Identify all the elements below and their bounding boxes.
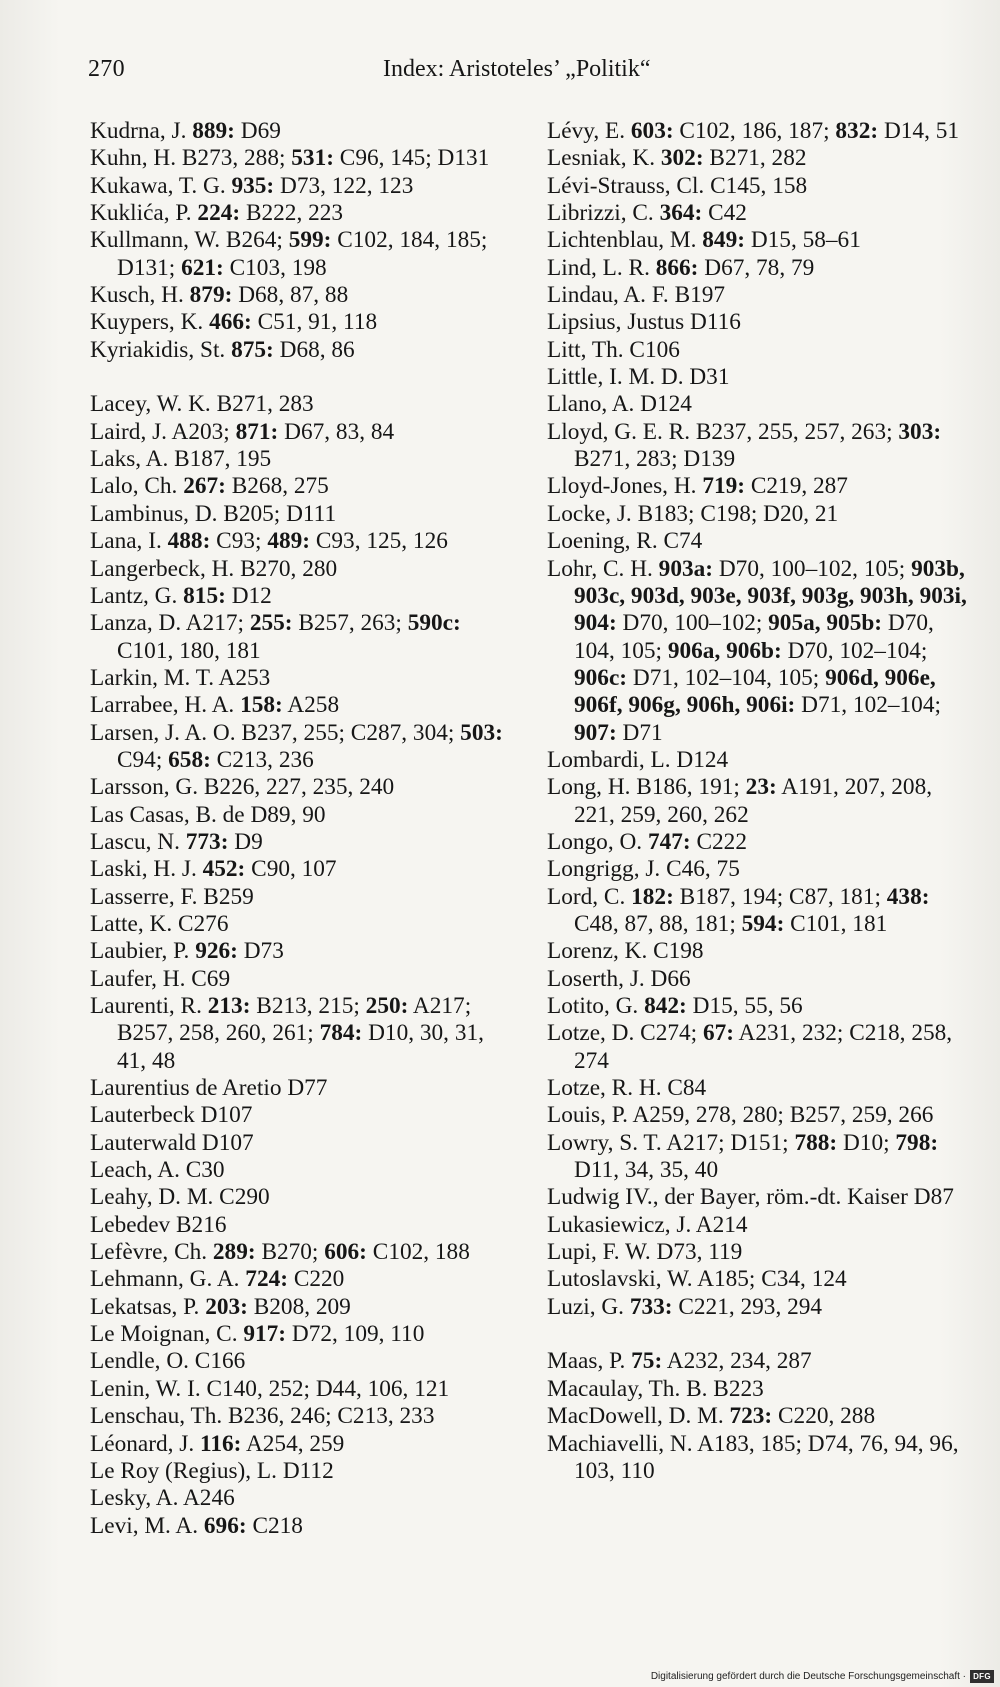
index-entry [90,1458,510,1485]
index-entry [547,747,967,774]
entry-text: MacDowell, D. M. [547,1403,730,1430]
index-entry [547,145,967,172]
entry-reference-number: 696: [203,1512,247,1539]
index-entry [547,1075,967,1102]
entry-text: Lipsius, Justus D116 [547,309,741,336]
entry-text: A231, 232; C218, 258, 274 [574,1020,953,1074]
entry-text: Larsen, J. A. O. B237, 255; C287, 304; [90,719,461,746]
footer-text: Digitalisierung gefördert durch die Deutsche Forschungsgemeinschaft · [650,1671,966,1682]
index-entry [90,1485,510,1512]
index-entry [90,309,510,336]
entry-text: Lindau, A. F. B197 [547,282,726,309]
entry-reference-number: 733: [629,1293,673,1320]
running-title: Index: Aristoteles’ „Politik“ [383,56,651,82]
entry-text: Lorenz, K. C198 [547,938,704,965]
entry-text: C221, 293, 294 [672,1293,823,1320]
entry-text: C220 [288,1266,345,1293]
entry-text: Little, I. M. D. D31 [547,364,730,391]
entry-text: Litt, Th. C106 [547,336,680,363]
entry-reference-number: 75: [631,1348,663,1375]
entry-text: D10; [837,1129,896,1156]
entry-text: C220, 288 [772,1403,876,1430]
entry-reference-number: 784: [319,1020,363,1047]
entry-text: Lupi, F. W. D73, 119 [547,1239,743,1266]
entry-text: Lendle, O. C166 [90,1348,246,1375]
index-entry [90,583,510,610]
entry-text: Laurenti, R. [90,993,208,1019]
entry-text: Kuklića, P. [90,200,198,227]
entry-text: Laurentius de Aretio D77 [90,1075,328,1102]
index-entry [90,1431,510,1458]
entry-text: D12 [225,582,272,609]
entry-text: Llano, A. D124 [547,391,692,418]
index-entry [547,856,967,883]
entry-text: B268, 275 [225,473,329,500]
entry-text: D10, 30, 31, 41, 48 [117,1020,484,1074]
index-entry [90,966,510,993]
entry-reference-number: 842: [644,993,687,1019]
entry-reference-number: 849: [702,227,745,254]
entry-text: A258 [282,692,340,719]
entry-text: Kudrna, J. [90,118,193,144]
index-entry [90,938,510,965]
entry-reference-number: 906c: [574,664,628,691]
dfg-logo-icon: DFG [970,1670,994,1683]
entry-reference-number: 466: [209,309,252,336]
entry-reference-number: 606: [324,1239,367,1266]
entry-text: Lenin, W. I. C140, 252; D44, 106, 121 [90,1375,450,1402]
entry-text: C48, 87, 88, 181; [574,910,742,937]
entry-text: D15, 55, 56 [686,993,803,1019]
index-entry [90,856,510,883]
entry-text: Lutoslavski, W. A185; C34, 124 [547,1266,847,1293]
entry-text: Lantz, G. [90,582,184,609]
entry-reference-number: 531: [291,145,334,172]
entry-reference-number: 594: [741,910,785,937]
entry-text: A254, 259 [241,1430,345,1457]
entry-text: D70, 102–104; [781,637,928,664]
entry-reference-number: 302: [660,145,704,172]
index-entry [90,419,510,446]
index-entry [90,1075,510,1102]
entry-reference-number: 255: [249,610,293,637]
index-entry [547,528,967,555]
index-entry [90,1239,510,1266]
entry-text: D11, 34, 35, 40 [574,1157,719,1184]
index-entry [547,1020,967,1075]
entry-reference-number: 788: [794,1129,838,1156]
entry-reference-number: 773: [185,828,229,855]
entry-text: Lowry, S. T. A217; D151; [547,1129,795,1156]
entry-text: D73 [237,938,284,965]
entry-text: C101, 181 [784,910,888,937]
entry-text: Lalo, Ch. [90,473,184,500]
entry-text: D71, 102–104, 105; [627,664,826,691]
entry-text: C222 [690,828,747,855]
entry-reference-number: 658: [168,746,211,773]
entry-text: D70, 104, 105; [574,610,934,664]
index-entry [90,1266,510,1293]
entry-text: Lebedev B216 [90,1211,227,1238]
index-entry [90,1513,510,1540]
index-entry [90,1294,510,1321]
entry-reference-number: 723: [729,1403,773,1430]
letter-section-gap [90,364,510,391]
entry-text: Librizzi, C. [547,200,660,227]
entry-text: C93; [210,528,268,555]
entry-text: Lotito, G. [547,993,645,1019]
entry-text: Lloyd-Jones, H. [547,473,703,500]
index-entry [547,1102,967,1129]
entry-reference-number: 364: [659,200,703,227]
entry-text: Lanza, D. A217; [90,610,250,637]
entry-text: C96, 145; D131 [333,145,490,172]
entry-text: Lascu, N. [90,828,186,855]
index-entry [90,528,510,555]
entry-reference-number: 452: [202,856,246,883]
index-entry [547,227,967,254]
entry-reference-number: 905a, 905b: [768,610,883,637]
index-entry [547,1348,967,1375]
entry-text: Leach, A. C30 [90,1157,225,1184]
entry-text: Lesky, A. A246 [90,1485,235,1512]
index-entry [547,829,967,856]
entry-reference-number: 724: [245,1266,289,1293]
entry-text: Machiavelli, N. A183, 185; D74, 76, 94, 96, 103, 110 [547,1430,959,1484]
entry-text: D9 [228,828,263,855]
entry-text: Kyriakidis, St. [90,336,232,363]
entry-text: Loserth, J. D66 [547,965,691,992]
index-entry [547,1212,967,1239]
entry-text: D67, 78, 79 [698,254,815,281]
entry-text: Luzi, G. [547,1293,630,1320]
index-entry [90,282,510,309]
entry-text: Lévi-Strauss, Cl. C145, 158 [547,172,808,199]
entry-text: Macaulay, Th. B. B223 [547,1375,764,1402]
entry-text: Le Roy (Regius), L. D112 [90,1457,334,1484]
entry-reference-number: 203: [205,1293,248,1320]
entry-reference-number: 879: [189,282,233,309]
entry-text: Longrigg, J. C46, 75 [547,856,740,883]
entry-text: Lefèvre, Ch. [90,1239,213,1266]
index-entry [90,200,510,227]
entry-reference-number: 489: [267,528,311,555]
entry-reference-number: 267: [183,473,226,500]
index-entry [90,337,510,364]
entry-reference-number: 438: [886,883,930,910]
entry-reference-number: 224: [197,200,241,227]
index-entry [90,1376,510,1403]
entry-text: Lenschau, Th. B236, 246; C213, 233 [90,1403,435,1430]
entry-text: Lekatsas, P. [90,1293,206,1320]
entry-reference-number: 23: [745,774,777,801]
entry-text: D71, 102–104; [795,692,941,719]
entry-text: Lotze, D. C274; [547,1020,703,1047]
entry-reference-number: 67: [702,1020,734,1047]
index-entry [547,118,967,145]
entry-text: Kuypers, K. [90,309,210,336]
entry-text: Leahy, D. M. C290 [90,1184,270,1211]
entry-text: D71 [616,719,663,746]
index-entry [90,501,510,528]
entry-reference-number: 719: [702,473,746,500]
entry-reference-number: 158: [240,692,283,719]
entry-reference-number: 889: [192,118,235,144]
index-entry [90,1130,510,1157]
entry-text: Larsson, G. B226, 227, 235, 240 [90,774,395,801]
entry-text: Kusch, H. [90,282,190,309]
index-entry [90,173,510,200]
entry-text: Long, H. B186, 191; [547,774,746,801]
entry-text: D70, 100–102; [616,610,769,637]
index-entry [547,966,967,993]
entry-text: Laks, A. B187, 195 [90,446,272,473]
index-entry [90,1184,510,1211]
index-entry [90,1157,510,1184]
entry-text: D70, 100–102, 105; [713,555,912,582]
entry-text: B222, 223 [240,200,344,227]
index-entry [547,1184,967,1211]
entry-text: Latte, K. C276 [90,910,229,937]
entry-reference-number: 250: [365,993,409,1019]
entry-text: Loening, R. C74 [547,528,703,555]
entry-text: Lukasiewicz, J. A214 [547,1211,748,1238]
entry-text: C219, 287 [745,473,848,500]
entry-text: C51, 91, 118 [251,309,378,336]
entry-reference-number: 903b, 903c, 903d, 903e, 903f, 903g, 903h, 903i, 904: [574,555,967,637]
index-entry [547,1266,967,1293]
entry-text: Larrabee, H. A. [90,692,241,719]
index-entry [547,884,967,939]
entry-reference-number: 798: [895,1129,939,1156]
entry-text: C102, 184, 185; D131; [117,227,488,281]
entry-reference-number: 906a, 906b: [667,637,782,664]
index-entry [90,884,510,911]
index-entry [90,774,510,801]
entry-reference-number: 503: [460,719,503,746]
index-entry [547,364,967,391]
index-entry [90,665,510,692]
entry-reference-number: 907: [574,719,617,746]
index-entry [547,173,967,200]
entry-reference-number: 182: [631,883,674,910]
entry-text: D72, 109, 110 [286,1321,425,1348]
entry-text: Lichtenblau, M. [547,227,703,254]
entry-text: Louis, P. A259, 278, 280; B257, 259, 266 [547,1102,934,1129]
entry-text: Le Moignan, C. [90,1321,244,1348]
entry-reference-number: 599: [288,227,332,254]
index-entry [547,938,967,965]
index-entry [547,1431,967,1486]
index-entry [90,692,510,719]
entry-reference-number: 875: [231,336,274,363]
entry-text: Laski, H. J. [90,856,203,883]
entry-text: Kukawa, T. G. [90,172,232,199]
entry-text: Lauterbeck D107 [90,1102,253,1129]
index-entry [90,1321,510,1348]
entry-text: Lauterwald D107 [90,1129,254,1156]
entry-reference-number: 603: [630,118,674,144]
letter-section-gap [547,1321,967,1348]
entry-reference-number: 747: [647,828,691,855]
entry-reference-number: 590c: [407,610,461,637]
index-entry [90,1348,510,1375]
entry-reference-number: 116: [199,1430,242,1457]
entry-reference-number: 488: [167,528,211,555]
index-entry [547,309,967,336]
entry-text: Lesniak, K. [547,145,661,172]
index-entry [547,473,967,500]
entry-text: C218 [246,1512,303,1539]
entry-text: C101, 180, 181 [117,637,261,664]
entry-text: Langerbeck, H. B270, 280 [90,555,338,582]
entry-text: C103, 198 [223,254,327,281]
entry-reference-number: 832: [835,118,879,144]
index-entry [547,556,967,747]
entry-text: D68, 87, 88 [232,282,349,309]
index-entry [547,255,967,282]
entry-text: Lévy, E. [547,118,631,144]
entry-text: C94; [117,746,169,773]
entry-text: A191, 207, 208, 221, 259, 260, 262 [574,774,933,828]
index-entry [90,610,510,665]
entry-text: Lloyd, G. E. R. B237, 255, 257, 263; [547,418,899,445]
entry-reference-number: 871: [235,418,279,445]
entry-text: D73, 122, 123 [274,172,414,199]
entry-text: D67, 83, 84 [278,418,395,445]
entry-text: C90, 107 [245,856,337,883]
entry-text: Locke, J. B183; C198; D20, 21 [547,500,839,527]
index-column-left [90,118,510,1540]
entry-reference-number: 303: [898,418,942,445]
entry-reference-number: 815: [183,582,226,609]
entry-text: Lana, I. [90,528,168,555]
entry-text: Levi, M. A. [90,1512,204,1539]
entry-text: Laubier, P. [90,938,196,965]
entry-text: B213, 215; [250,993,366,1019]
entry-reference-number: 935: [231,172,275,199]
index-entry [90,911,510,938]
entry-text: Lehmann, G. A. [90,1266,246,1293]
entry-text: Laufer, H. C69 [90,965,231,992]
entry-reference-number: 917: [243,1321,287,1348]
entry-text: Ludwig IV., der Bayer, röm.-dt. Kaiser D87 [547,1184,954,1211]
entry-text: Las Casas, B. de D89, 90 [90,801,326,828]
index-entry [90,145,510,172]
index-entry [90,227,510,282]
index-entry [90,446,510,473]
index-entry [547,200,967,227]
entry-text: C42 [702,200,747,227]
entry-text: Lord, C. [547,883,632,910]
digitization-footer [651,1670,994,1683]
entry-text: B271, 282 [703,145,807,172]
index-entry [90,473,510,500]
index-entry [90,1102,510,1129]
entry-text: C102, 188 [366,1239,470,1266]
index-entry [547,337,967,364]
entry-text: B257, 263; [292,610,408,637]
entry-reference-number: 213: [207,993,251,1019]
entry-text: Longo, O. [547,828,648,855]
index-entry [90,829,510,856]
entry-text: Lohr, C. H. [547,555,659,582]
entry-text: Lind, L. R. [547,254,656,281]
entry-text: D69 [234,118,281,144]
entry-text: C213, 236 [210,746,314,773]
page-number: 270 [88,56,125,82]
index-entry [547,391,967,418]
index-entry [90,720,510,775]
entry-reference-number: 289: [212,1239,256,1266]
entry-text: D14, 51 [878,118,960,144]
entry-text: Léonard, J. [90,1430,200,1457]
entry-text: D68, 86 [273,336,355,363]
entry-reference-number: 906d, 906e, 906f, 906g, 906h, 906i: [574,664,936,719]
entry-text: B208, 209 [247,1293,351,1320]
index-entry [547,993,967,1020]
index-entry [547,1130,967,1185]
entry-text: C102, 186, 187; [673,118,836,144]
index-entry [547,1239,967,1266]
index-entry [547,501,967,528]
entry-reference-number: 621: [181,254,224,281]
index-entry [547,1376,967,1403]
entry-reference-number: 866: [655,254,699,281]
entry-text: B270; [255,1239,325,1266]
entry-text: Larkin, M. T. A253 [90,664,271,691]
entry-text: Lotze, R. H. C84 [547,1075,707,1102]
entry-text: Lasserre, F. B259 [90,883,254,910]
entry-text: C93, 125, 126 [310,528,448,555]
entry-text: D15, 58–61 [745,227,861,254]
index-entry [90,391,510,418]
index-entry [547,419,967,474]
entry-text: Maas, P. [547,1348,632,1375]
entry-text: A232, 234, 287 [662,1348,812,1375]
entry-text: A217; B257, 258, 260, 261; [117,993,472,1047]
index-entry [547,774,967,829]
index-entry [547,282,967,309]
entry-text: B271, 283; D139 [574,446,736,473]
index-entry [547,1403,967,1430]
entry-text: Lambinus, D. B205; D111 [90,500,337,527]
entry-text: Lombardi, L. D124 [547,746,729,773]
entry-text: Laird, J. A203; [90,418,236,445]
index-entry [547,1294,967,1321]
index-entry [90,993,510,1075]
entry-text: Lacey, W. K. B271, 283 [90,391,314,418]
entry-text: Kullmann, W. B264; [90,227,289,254]
entry-reference-number: 926: [195,938,238,965]
index-entry [90,118,510,145]
entry-text: Kuhn, H. B273, 288; [90,145,292,172]
index-entry [90,556,510,583]
index-entry [90,1212,510,1239]
entry-reference-number: 903a: [658,555,714,582]
index-entry [90,802,510,829]
entry-text: B187, 194; C87, 181; [673,883,887,910]
index-entry [90,1403,510,1430]
index-column-right [547,118,967,1485]
